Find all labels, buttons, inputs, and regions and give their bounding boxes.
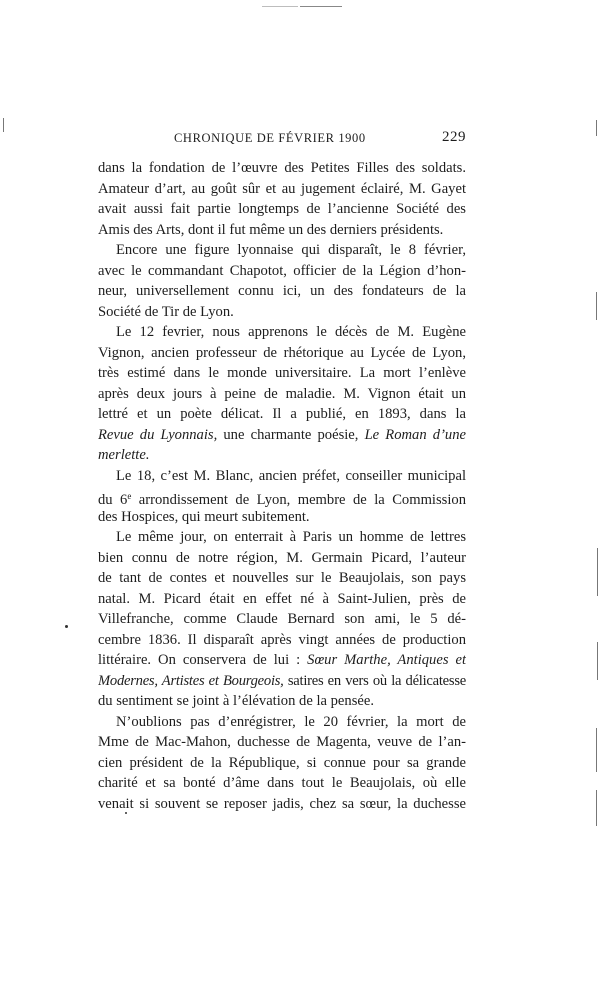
right-edge-mark [596, 790, 597, 826]
text-line: littéraire. On conservera de lui : Sœur Marthe, Antiques et [98, 652, 466, 668]
top-edge-rule [300, 6, 342, 7]
text-line: venait si souvent se reposer jadis, chez sa sœur, la duchesse [98, 795, 466, 812]
text-line: Société de Tir de Lyon. [98, 303, 234, 320]
superscript: e [127, 491, 132, 501]
text-line: cien président de la République, si connue pour sa grande [98, 754, 466, 771]
text-line: avait aussi fait partie longtemps de l’ancienne Société des [98, 201, 466, 217]
right-edge-mark [596, 292, 597, 320]
text-line [98, 445, 466, 466]
right-edge-mark [597, 642, 598, 680]
italic-title: Modernes, Artistes et Bourgeois, [98, 672, 284, 689]
text-line: Amis des Arts, dont il fut même un des derniers présidents. [98, 221, 444, 238]
text-line: Modernes, Artistes et Bourgeois, satires en vers où la délicatesse [98, 672, 466, 689]
text-line: du 6e arrondissement de Lyon, membre de la Commission [98, 491, 466, 507]
text-line: des Hospices, qui meurt subitement. [98, 508, 310, 525]
text-line: Encore une figure lyonnaise qui disparaît, le 8 février, [116, 242, 466, 258]
italic-title: Sœur Marthe, Antiques et [307, 652, 466, 668]
text-line: du sentiment se joint à l’élévation de la pensée. [98, 693, 374, 709]
text-line: après deux jours à peine de maladie. M. Vignon était un [98, 385, 466, 402]
left-edge-mark [3, 118, 4, 132]
right-edge-mark [596, 120, 597, 136]
margin-speck [65, 625, 68, 628]
text-line: natal. M. Picard était en effet né à Saint-Julien, près de [98, 590, 466, 607]
text-line: avec le commandant Chapotot, officier de la Légion d’hon- [98, 262, 466, 279]
top-edge-rule [262, 6, 298, 7]
text-line: dans la fondation de l’œuvre des Petites Filles des soldats. [98, 160, 466, 176]
right-edge-mark [597, 548, 598, 596]
text-line: charité et sa bonté d’âme dans tout le Beaujolais, où elle [98, 775, 466, 791]
text-line: Le même jour, on enterrait à Paris un homme de lettres [116, 529, 466, 545]
italic-title: Revue du Lyonnais, [98, 426, 218, 443]
italic-title: merlette. [98, 447, 150, 463]
text-line: neur, universellement connu ici, un des fondateurs de la [98, 283, 466, 299]
text-line: très estimé dans le monde universitaire. La mort l’enlève [98, 365, 466, 381]
text-line: Revue du Lyonnais, une charmante poésie, Le Roman d’une [98, 426, 466, 443]
text-line: N’oublions pas d’enrégistrer, le 20 février, la mort de [116, 713, 466, 730]
italic-title: Le Roman d’une [364, 426, 466, 443]
text-line: de tant de contes et nouvelles sur le Beaujolais, son pays [98, 570, 466, 586]
text-line: lettré et un poète délicat. Il a publié, en 1893, dans la [98, 406, 466, 422]
text-line: Villefranche, comme Claude Bernard son ami, le 5 dé- [98, 611, 466, 627]
text-line: Le 18, c’est M. Blanc, ancien préfet, conseiller municipal [116, 467, 466, 484]
text-line: Mme de Mac-Mahon, duchesse de Magenta, veuve de l’an- [98, 734, 466, 750]
page-number: 229 [442, 129, 466, 145]
text-line: cembre 1836. Il disparaît après vingt années de production [98, 631, 466, 648]
right-edge-mark [596, 728, 597, 772]
text-line: Le 12 fevrier, nous apprenons le décès de M. Eugène [116, 324, 466, 340]
text-line: bien connu de notre région, M. Germain Picard, l’auteur [98, 549, 466, 566]
body-text [98, 158, 466, 814]
running-title: CHRONIQUE DE FÉVRIER 1900 [174, 131, 366, 145]
page-header [98, 131, 466, 151]
text-line: Amateur d’art, au goût sûr et au jugement éclairé, M. Gayet [98, 180, 466, 197]
text-line: Vignon, ancien professeur de rhétorique au Lycée de Lyon, [98, 344, 466, 361]
